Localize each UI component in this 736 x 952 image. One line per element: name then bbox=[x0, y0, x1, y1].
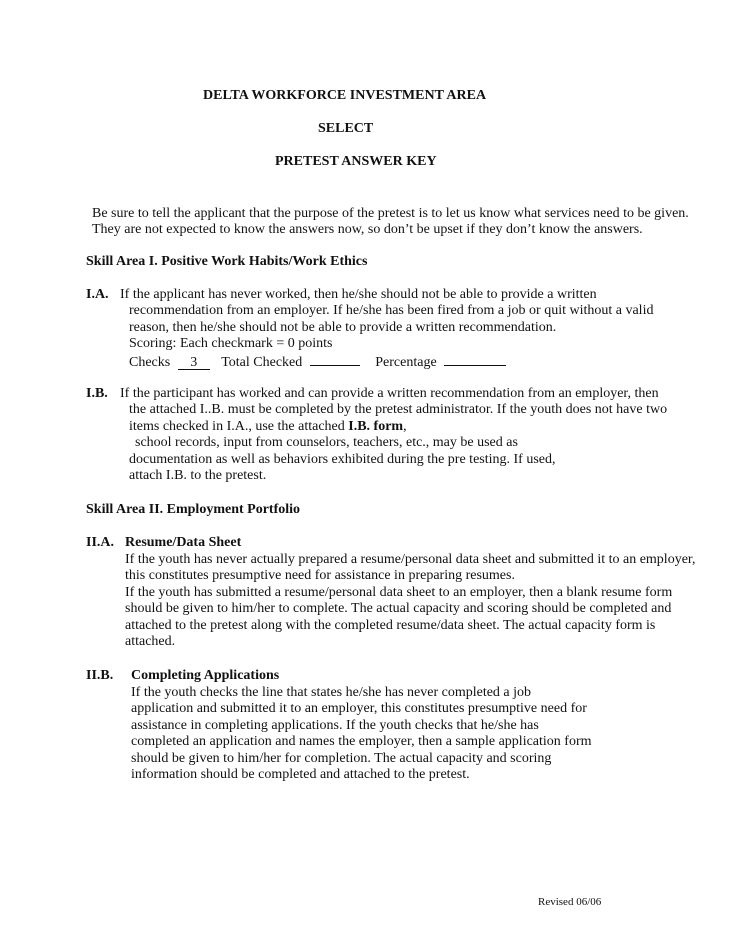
section-ib-line-2: the attached I..B. must be completed by the pretest administrator. If the youth does not have two bbox=[129, 402, 668, 417]
section-iib-line-3: assistance in completing applications. If the youth checks that he/she has bbox=[131, 718, 539, 733]
section-ia-scoring: Scoring: Each checkmark = 0 points bbox=[129, 336, 333, 351]
section-iib-label: II.B. bbox=[86, 668, 114, 683]
section-ia-label: I.A. bbox=[86, 287, 109, 302]
total-checked-label: Total Checked bbox=[221, 355, 303, 370]
section-ia-checks-row bbox=[129, 353, 506, 371]
section-ib-line-3: items checked in I.A., use the attached I.B. form, bbox=[129, 419, 407, 434]
intro-line-2: They are not expected to know the answers now, so don’t be upset if they don’t know the answers. bbox=[92, 222, 643, 237]
section-iia-label: II.A. bbox=[86, 535, 115, 550]
section-ib-label: I.B. bbox=[86, 386, 108, 401]
section-ib-line-5: documentation as well as behaviors exhibited during the pre testing. If used, bbox=[129, 452, 556, 467]
section-iib-line-5: should be given to him/her for completion. The actual capacity and scoring bbox=[131, 751, 552, 766]
section-iib-line-6: information should be completed and attached to the pretest. bbox=[131, 767, 470, 782]
section-iia-title: Resume/Data Sheet bbox=[125, 535, 242, 550]
title-line-1: DELTA WORKFORCE INVESTMENT AREA bbox=[203, 88, 487, 103]
title-line-3: PRETEST ANSWER KEY bbox=[275, 154, 437, 169]
section-iia-line-2: this constitutes presumptive need for assistance in preparing resumes. bbox=[125, 568, 515, 583]
total-checked-blank bbox=[310, 353, 360, 366]
skill-area-2-heading: Skill Area II. Employment Portfolio bbox=[86, 502, 301, 517]
section-ib-line-1: If the participant has worked and can provide a written recommendation from an employer, then bbox=[120, 386, 659, 401]
checks-value: 3 bbox=[178, 356, 210, 370]
section-ib-line-4: school records, input from counselors, teachers, etc., may be used as bbox=[135, 435, 518, 450]
section-iib-title: Completing Applications bbox=[131, 668, 280, 683]
checks-label: Checks bbox=[129, 355, 171, 370]
section-iib-line-4: completed an application and names the employer, then a sample application form bbox=[131, 734, 592, 749]
section-iia-line-5: attached to the pretest along with the completed resume/data sheet. The actual capacity form is bbox=[125, 618, 656, 633]
section-iib-line-1: If the youth checks the line that states he/she has never completed a job bbox=[131, 685, 532, 700]
percentage-blank bbox=[444, 353, 506, 366]
skill-area-1-heading: Skill Area I. Positive Work Habits/Work Ethics bbox=[86, 254, 368, 269]
section-iia-line-1: If the youth has never actually prepared a resume/personal data sheet and submitted it to an employer, bbox=[125, 552, 696, 567]
section-iib-line-2: application and submitted it to an employer, this constitutes presumptive need for bbox=[131, 701, 587, 716]
section-iia-line-6: attached. bbox=[125, 634, 176, 649]
ib-form-reference: I.B. form bbox=[348, 419, 404, 434]
revised-date: Revised 06/06 bbox=[538, 896, 602, 908]
section-ia-line-3: reason, then he/she should not be able to provide a written recommendation. bbox=[129, 320, 557, 335]
title-line-2: SELECT bbox=[318, 121, 374, 136]
section-ia-line-1: If the applicant has never worked, then he/she should not be able to provide a written bbox=[120, 287, 597, 302]
section-iia-line-3: If the youth has submitted a resume/personal data sheet to an employer, then a blank resume form bbox=[125, 585, 673, 600]
section-ia-line-2: recommendation from an employer. If he/she has been fired from a job or quit without a valid bbox=[129, 303, 654, 318]
section-ib-line-6: attach I.B. to the pretest. bbox=[129, 468, 267, 483]
intro-line-1: Be sure to tell the applicant that the purpose of the pretest is to let us know what services need to be given. bbox=[92, 206, 689, 221]
section-iia-line-4: should be given to him/her to complete. The actual capacity and scoring should be completed and bbox=[125, 601, 672, 616]
percentage-label: Percentage bbox=[375, 355, 437, 370]
